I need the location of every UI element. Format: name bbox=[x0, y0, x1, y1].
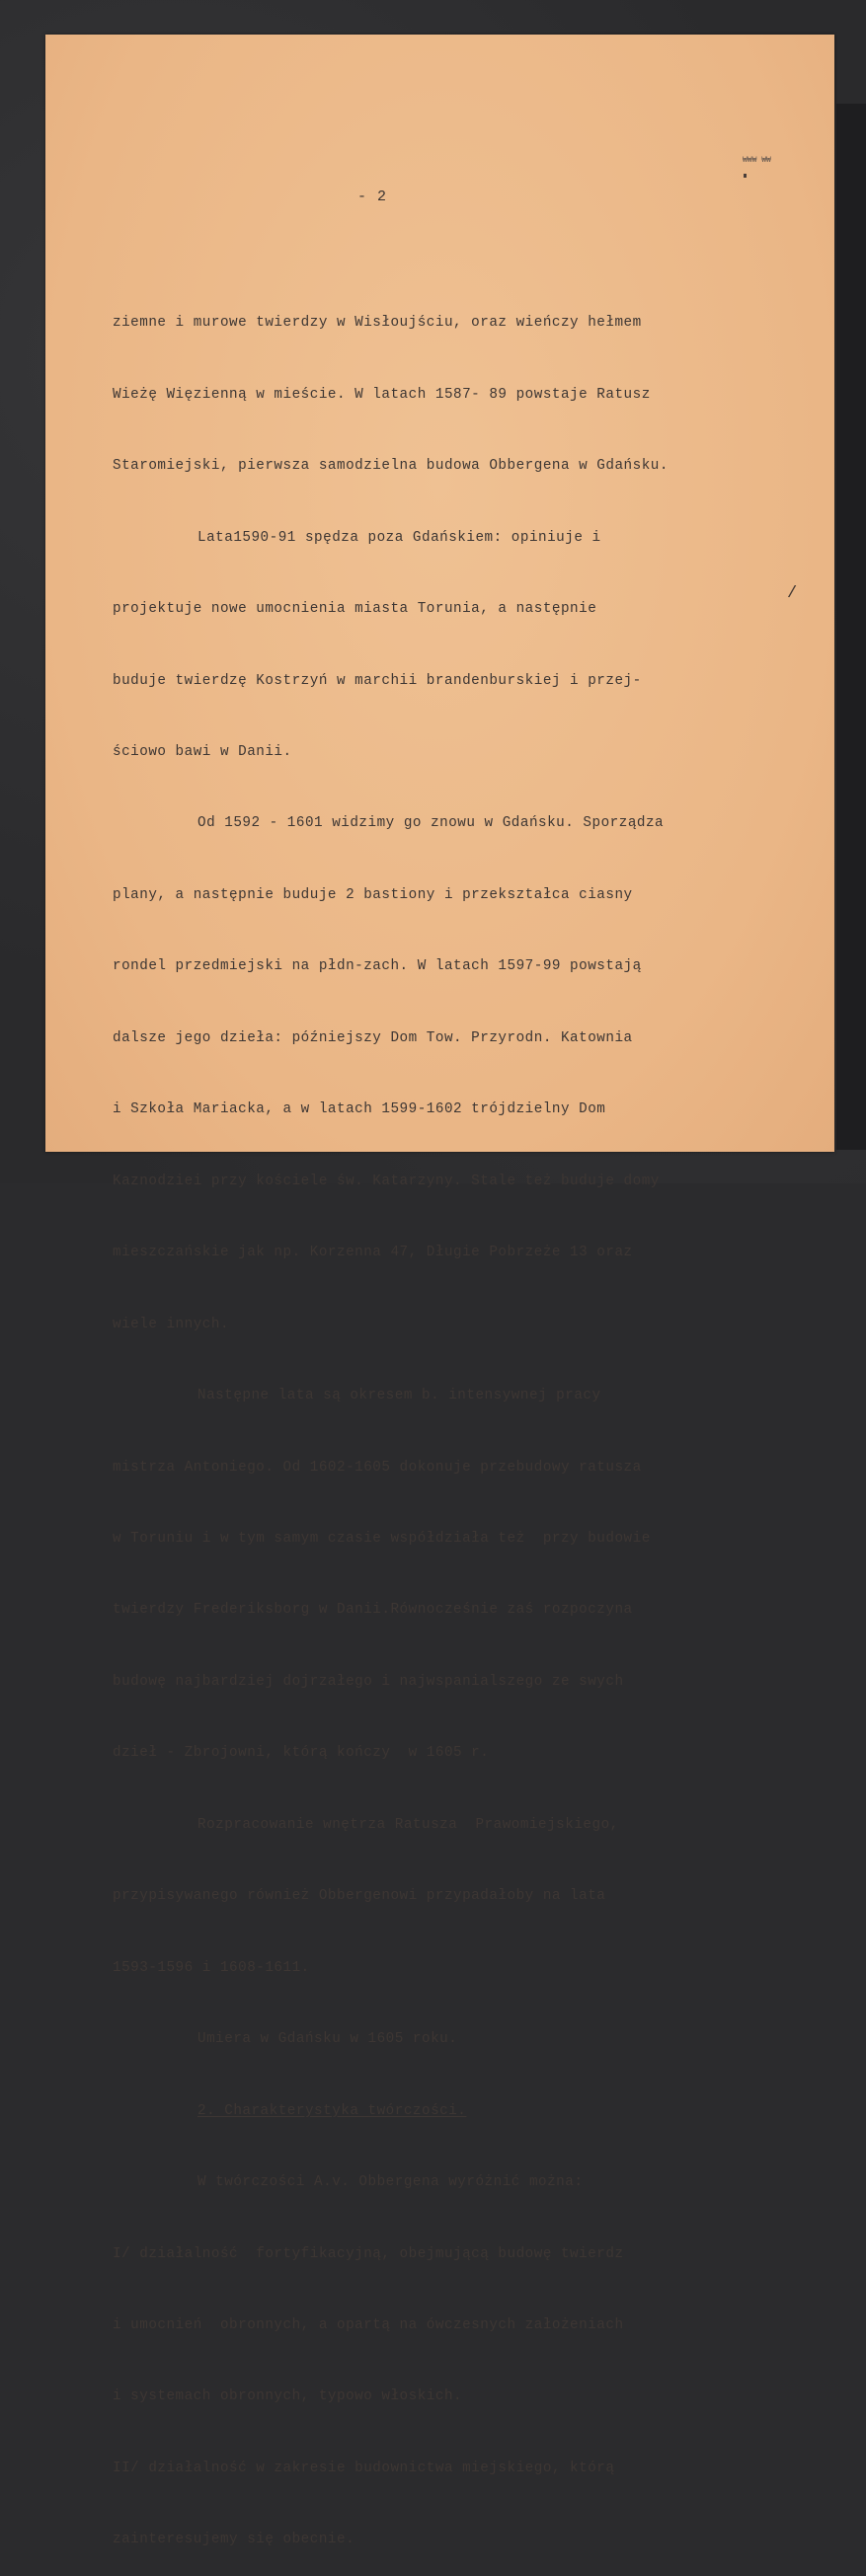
text-line: ściowo bawi w Danii. bbox=[113, 744, 292, 761]
text-line: projektuje nowe umocnienia miasta Torunia, a następnie bbox=[113, 601, 597, 618]
text-line: ziemne i murowe twierdzy w Wisłoujściu, oraz wieńczy hełmem bbox=[113, 315, 642, 332]
page-number: - 2 bbox=[357, 189, 388, 205]
text-line: w Toruniu i w tym samym czasie współdziała też przy budowie bbox=[113, 1531, 651, 1548]
text-line: 1593-1596 i 1608-1611. bbox=[113, 1959, 310, 1976]
text-line: W twórczości A.v. Obbergena wyróżnić można: bbox=[197, 2174, 584, 2191]
text-line: II/ działalność w zakresie budownictwa miejskiego, którą bbox=[113, 2460, 615, 2476]
text-line: Rozpracowanie wnętrza Ratusza Prawomiejskiego, bbox=[197, 1816, 619, 1833]
text-line: mistrza Antoniego. Od 1602-1605 dokonuje przebudowy ratusza bbox=[113, 1459, 642, 1476]
text-line: wiele innych. bbox=[113, 1316, 230, 1332]
margin-mark: / bbox=[787, 584, 798, 603]
text-line: Staromiejski, pierwsza samodzielna budowa Obbergena w Gdańsku. bbox=[113, 458, 669, 475]
text-line: Lata1590-91 spędza poza Gdańskiem: opiniuje i bbox=[197, 529, 601, 546]
text-line: Następne lata są okresem b. intensywnej pracy bbox=[197, 1388, 601, 1404]
text-line: dzieł - Zbrojowni, którą kończy w 1605 r. bbox=[113, 1745, 490, 1762]
text-line: Wieżę Więzienną w mieście. W latach 1587- 89 powstaje Ratusz bbox=[113, 386, 651, 403]
text-line: buduje twierdzę Kostrzyń w marchii brandenburskiej i przej- bbox=[113, 672, 642, 689]
text-line: plany, a następnie buduje 2 bastiony i przekształca ciasny bbox=[113, 886, 633, 903]
text-line: zainteresujemy się obecnie. bbox=[113, 2532, 355, 2548]
text-line: dalsze jego dzieła: późniejszy Dom Tow. Przyrodn. Katownia bbox=[113, 1029, 633, 1046]
text-line: przypisywanego również Obbergenowi przypadałoby na lata bbox=[113, 1888, 606, 1905]
text-line: Umiera w Gdańsku w 1605 roku. bbox=[197, 2031, 458, 2048]
text-line: i umocnień obronnych, a opartą na ówczesnych założeniach bbox=[113, 2317, 624, 2333]
section-heading: 2. Charakterystyka twórczości. bbox=[197, 2102, 467, 2119]
text-line: I/ działalność fortyfikacyjną, obejmującą budowę twierdz bbox=[113, 2245, 624, 2262]
text-line: mieszczańskie jak np. Korzenna 47, Długie Pobrzeże 13 oraz bbox=[113, 1245, 633, 1261]
text-line: i systemach obronnych, typowo włoskich. bbox=[113, 2388, 463, 2405]
margin-dot-mark bbox=[744, 174, 747, 178]
text-line: Kaznodziei przy kościele św. Katarzyny. Stale też buduje domy bbox=[113, 1173, 660, 1189]
document-body bbox=[113, 264, 745, 2576]
text-line: Od 1592 - 1601 widzimy go znowu w Gdańsku. Sporządza bbox=[197, 815, 665, 832]
margin-note: ₩₩₩ ₩₩ bbox=[743, 156, 771, 165]
text-line: i Szkoła Mariacka, a w latach 1599-1602 trójdzielny Dom bbox=[113, 1101, 606, 1118]
scanner-edge bbox=[836, 104, 866, 1150]
text-line: twierdzy Frederiksborg w Danii.Równocześnie zaś rozpoczyna bbox=[113, 1602, 633, 1619]
text-line: rondel przedmiejski na płdn-zach. W latach 1597-99 powstają bbox=[113, 958, 642, 975]
text-line: budowę najbardziej dojrzałego i najwspanialszego ze swych bbox=[113, 1673, 624, 1690]
